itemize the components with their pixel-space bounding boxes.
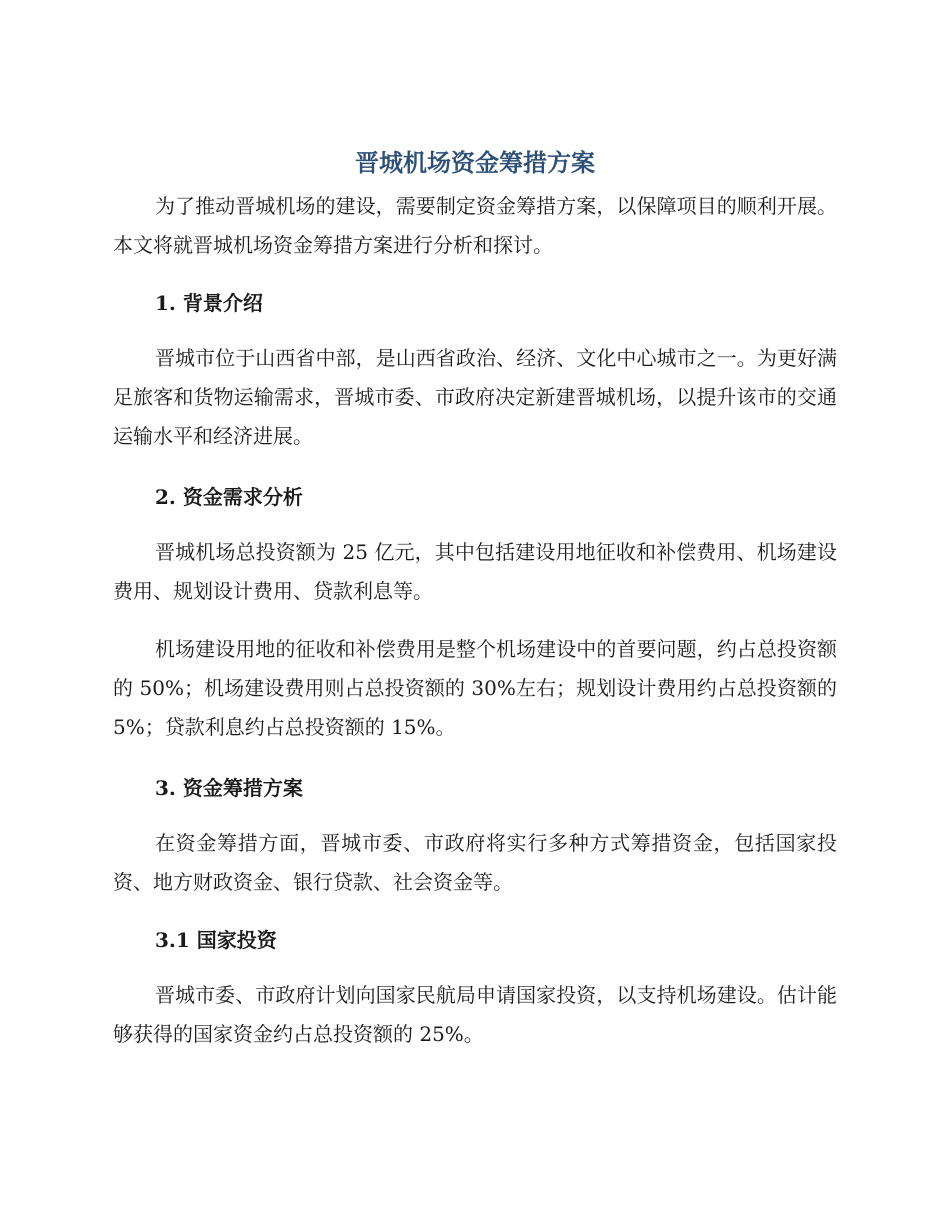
funding-needs-paragraph-2: 机场建设用地的征收和补偿费用是整个机场建设中的首要问题，约占总投资额的 50%；机场建设费用则占总投资额的 30%左右；规划设计费用约占总投资额的 5%；贷款利息约占总投资额的 15%。 <box>113 637 837 739</box>
document-title: 晋城机场资金筹措方案 <box>355 149 595 177</box>
funding-plan-paragraph: 在资金筹措方面，晋城市委、市政府将实行多种方式筹措资金，包括国家投资、地方财政资金、银行贷款、社会资金等。 <box>113 831 837 894</box>
section-heading-background: 1. 背景介绍 <box>155 291 263 315</box>
background-paragraph: 晋城市位于山西省中部，是山西省政治、经济、文化中心城市之一。为更好满足旅客和货物运输需求，晋城市委、市政府决定新建晋城机场，以提升该市的交通运输水平和经济进展。 <box>113 346 837 448</box>
national-investment-paragraph: 晋城市委、市政府计划向国家民航局申请国家投资，以支持机场建设。估计能够获得的国家资金约占总投资额的 25%。 <box>113 983 837 1046</box>
intro-paragraph: 为了推动晋城机场的建设，需要制定资金筹措方案，以保障项目的顺利开展。本文将就晋城机场资金筹措方案进行分析和探讨。 <box>113 194 837 257</box>
section-heading-funding-needs: 2. 资金需求分析 <box>155 485 303 509</box>
section-heading-national-investment: 3.1 国家投资 <box>155 928 277 952</box>
section-heading-funding-plan: 3. 资金筹措方案 <box>155 776 303 800</box>
funding-needs-paragraph-1: 晋城机场总投资额为 25 亿元，其中包括建设用地征收和补偿费用、机场建设费用、规划设计费用、贷款利息等。 <box>113 540 837 603</box>
